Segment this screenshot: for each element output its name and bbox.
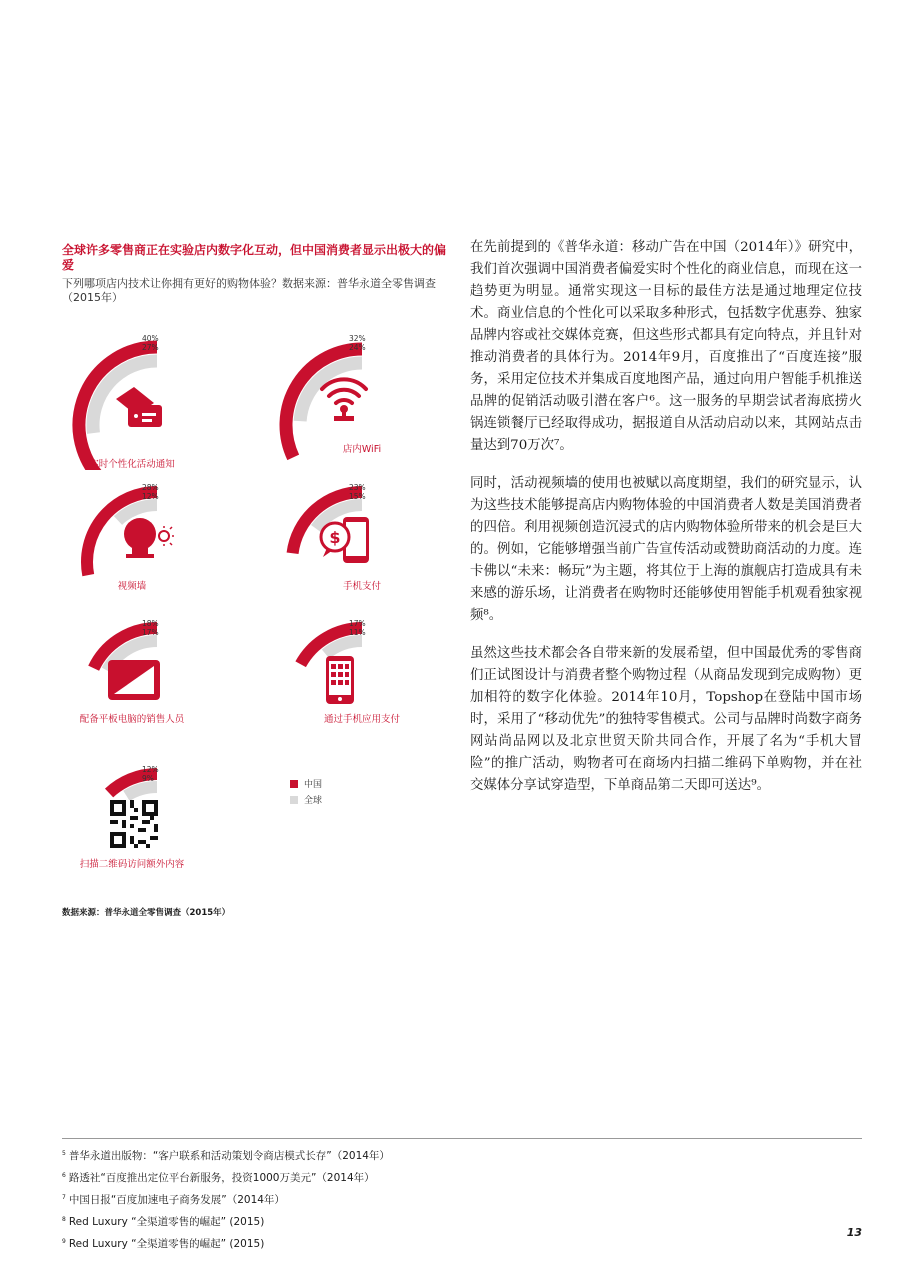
legend-label: 全球 <box>304 796 323 806</box>
chart-item-tablet-staff <box>62 616 262 746</box>
camera-icon <box>120 514 176 560</box>
mobile-payment-icon <box>317 515 375 565</box>
global-percent: 11% <box>349 628 366 637</box>
chart-item-app-payment <box>262 616 462 746</box>
china-percent: 23% <box>349 483 366 492</box>
figure-title: 全球许多零售商正在实验店内数字化互动，但中国消费者显示出极大的偏爱 <box>62 243 447 272</box>
legend-swatch-china <box>290 780 298 788</box>
footnote <box>62 1144 390 1166</box>
chart-legend <box>290 777 322 809</box>
footnote-number: 8 <box>62 1216 66 1223</box>
global-percent: 27% <box>142 343 159 352</box>
page-number: 13 <box>846 1226 862 1239</box>
article-body <box>470 237 862 813</box>
article-paragraph: 虽然这些技术都会各自带来新的发展希望，但中国最优秀的零售商们正试图设计与消费者整个购物过程（从商品发现到完成购物）更加相符的数字化体验。2014年10月，Topshop在登陆中国市场时，采用了“移动优先”的独特零售模式。公司与品牌时尚数字商务网站尚品网以及北京世贸天阶共同合作，开展了名为“手机大冒险”的推广活动，购物者可在商场内扫描二维码下单购物，并在社交媒体分享试穿造型，下单商品第二天即可送达⁹。 <box>470 646 862 793</box>
ticket-icon <box>112 385 166 431</box>
global-percent: 24% <box>349 343 366 352</box>
item-label: 手机支付 <box>342 581 381 592</box>
footnote-text: 路透社“百度推出定位平台新服务，投资1000万美元”（2014年） <box>68 1172 375 1184</box>
figure-subtitle: 下列哪项店内技术让你拥有更好的购物体验？数据来源：普华永道全零售调查（2015年） <box>62 277 436 304</box>
chart-item-qr-scan <box>62 762 262 890</box>
item-label: 视频墙 <box>117 581 147 592</box>
footnote <box>62 1188 390 1210</box>
china-percent: 28% <box>142 483 159 492</box>
footnote-text: 中国日报“百度加速电子商务发展”（2014年） <box>68 1194 285 1206</box>
china-percent: 12% <box>142 765 159 774</box>
chart-item-video-wall <box>62 480 262 600</box>
footnote <box>62 1166 390 1188</box>
footnote-text: 普华永道出版物：“客户联系和活动策划令商店模式长存”（2014年） <box>68 1150 390 1162</box>
footnote <box>62 1232 390 1254</box>
global-percent: 17% <box>142 628 159 637</box>
global-percent: 12% <box>142 492 159 501</box>
chart-item-instore-wifi <box>262 330 462 470</box>
legend-item-global <box>290 793 322 809</box>
china-percent: 17% <box>349 619 366 628</box>
global-percent: 15% <box>349 492 366 501</box>
footnote <box>62 1210 390 1232</box>
footnote-text: Red Luxury “全渠道零售的崛起” (2015) <box>68 1238 265 1250</box>
footnote-text: Red Luxury “全渠道零售的崛起” (2015) <box>68 1216 265 1228</box>
footnote-number: 5 <box>62 1150 66 1157</box>
article-paragraph: 在先前提到的《普华永道：移动广告在中国（2014年）》研究中，我们首次强调中国消费者偏爱实时个性化的商业信息，而现在这一趋势更为明显。通常实现这一目标的最佳方法是通过地理定位技术。商业信息的个性化可以采取多种形式，包括数字优惠券、独家品牌内容或社交媒体竞赛，但这些形式都具有定向特点，并且针对推动消费者的具体行为。2014年9月，百度推出了“百度连接”服务，采用定位技术并集成百度地图产品，通过向用户智能手机推送品牌的促销活动吸引潜在客户⁶。这一服务的早期尝试者海底捞火锅连锁餐厅已经取得成功，据报道自从活动启动以来，其网站点击量达到70万次⁷。 <box>470 240 862 453</box>
global-arc <box>126 787 157 796</box>
qr-code-icon <box>110 800 158 848</box>
chart-item-mobile-payment <box>262 480 462 600</box>
legend-item-china <box>290 777 322 793</box>
global-arc <box>326 641 362 654</box>
item-label: 店内WiFi <box>342 444 382 455</box>
legend-swatch-global <box>290 796 298 804</box>
wifi-icon <box>314 365 374 423</box>
chart-item-personalized-notifications <box>62 330 262 470</box>
footnote-number: 6 <box>62 1172 66 1179</box>
china-percent: 32% <box>349 334 366 343</box>
footnote-number: 9 <box>62 1238 66 1245</box>
legend-label: 中国 <box>304 780 323 790</box>
footnotes <box>62 1144 390 1254</box>
tablet-icon <box>106 658 162 704</box>
global-percent: 9% <box>142 774 154 783</box>
figure-source: 数据来源：普华永道全零售调查（2015年） <box>62 908 231 918</box>
item-label: 实时个性化活动通知 <box>89 459 175 470</box>
phone-app-icon <box>324 654 356 706</box>
donut-chart-grid <box>62 330 462 890</box>
item-label: 通过手机应用支付 <box>323 714 400 725</box>
arc-graphic <box>62 616 262 746</box>
china-percent: 40% <box>142 334 159 343</box>
item-label: 扫描二维码访问额外内容 <box>79 859 185 870</box>
article-paragraph: 同时，活动视频墙的使用也被赋以高度期望，我们的研究显示，认为这些技术能够提高店内购物体验的中国消费者人数是美国消费者的四倍。利用视频创造沉浸式的店内购物体验所带来的机会是巨大的。例如，它能够增强当前广告宣传活动或赞助商活动的力度。连卡佛以“未来：畅玩”为主题，将其位于上海的旗舰店打造成具有未来感的游乐场，让消费者在购物时还能够使用智能手机观看独家视频⁸。 <box>470 476 862 623</box>
svg-text:$: $ <box>329 528 341 547</box>
item-label: 配备平板电脑的销售人员 <box>79 714 185 725</box>
footnote-number: 7 <box>62 1194 66 1201</box>
china-percent: 18% <box>142 619 159 628</box>
footnote-divider <box>62 1138 862 1139</box>
